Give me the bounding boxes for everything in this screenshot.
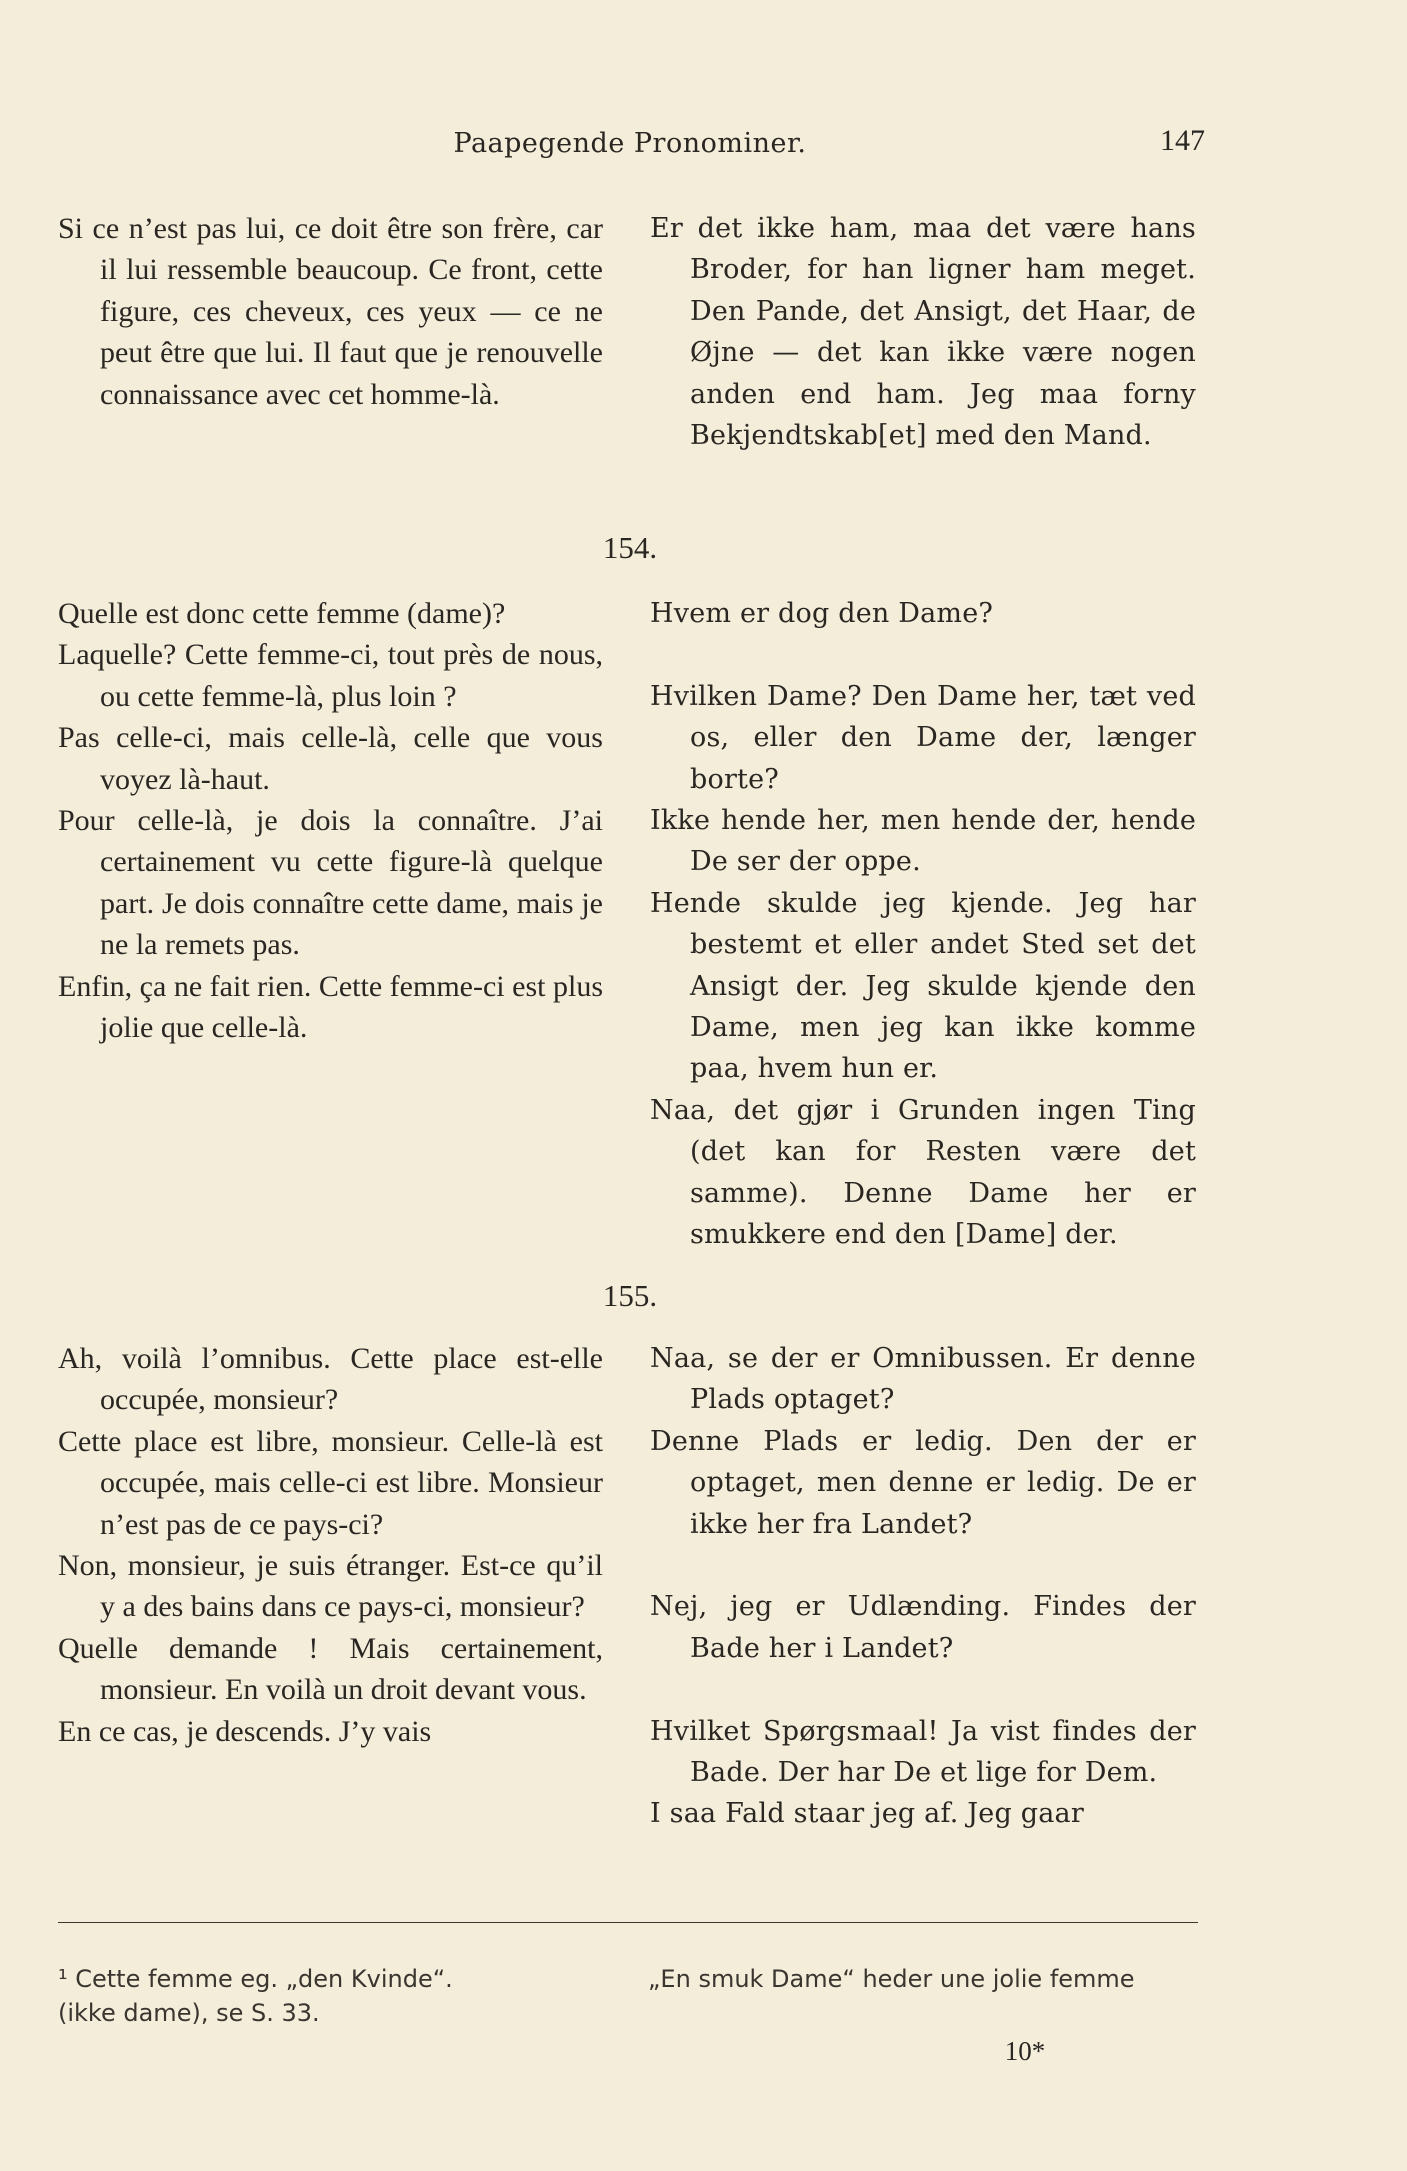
french-paragraph: Pour celle-là, je dois la connaître. J’ai certainement vu cette figure-là quelque part. Je dois connaître cette dame, mais je ne la remets pas. (58, 804, 603, 962)
footnote-right: „En smuk Dame“ heder une jolie femme (648, 1965, 1135, 1993)
french-paragraph: Si ce n’est pas lui, ce doit être son frère, car il lui ressemble beaucoup. Ce front, cette figure, ces cheveux, ces yeux — ce ne peut être que lui. Il faut que je renouvelle connaissance avec cet homme-là. (58, 212, 603, 411)
section-number-155: 155. (602, 1278, 658, 1313)
french-paragraph: Cette place est libre, monsieur. Celle-là est occupée, mais celle-ci est libre. Monsieur n’est pas de ce pays-ci? (58, 1424, 603, 1541)
section-number-154: 154. (602, 530, 658, 565)
danish-paragraph: I saa Fald staar jeg af. Jeg gaar (650, 1798, 1084, 1830)
danish-paragraph: Hvilken Dame? Den Dame her, tæt ved os, eller den Dame der, længer borte? (650, 680, 1196, 795)
danish-paragraph: Denne Plads er ledig. Den der er optaget, men denne er ledig. De er ikke her fra Landet? (650, 1425, 1196, 1540)
footnote-divider (58, 1922, 1198, 1923)
section-154-danish-column (650, 593, 1196, 1255)
danish-paragraph: Naa, det gjør i Grunden ingen Ting (det kan for Resten være det samme). Denne Dame her er smukkere end den [Dame] der. (650, 1094, 1196, 1251)
french-paragraph: Pas celle-ci, mais celle-là, celle que vous voyez là-haut. (58, 721, 603, 796)
danish-paragraph: Er det ikke ham, maa det være hans Broder, for han ligner ham meget. Den Pande, det Ansigt, det Haar, de Øjne — det kan ikke være nogen anden end ham. Jeg maa forny Bekjendtskab[et] med den Mand. (650, 213, 1196, 452)
french-paragraph: Enfin, ça ne fait rien. Cette femme-ci est plus jolie que celle-là. (58, 969, 603, 1045)
footnote-left: ¹ Cette femme eg. „den Kvinde“. (58, 1965, 453, 1993)
french-paragraph: Non, monsieur, je suis étranger. Est-ce qu’il y a des bains dans ce pays-ci, monsieur? (58, 1549, 603, 1624)
french-paragraph: Quelle est donc cette femme (dame)? (58, 597, 506, 630)
page-number: 147 (1160, 124, 1205, 157)
danish-paragraph: Hende skulde jeg kjende. Jeg har bestemt et eller andet Sted set det Ansigt der. Jeg skulde kjende den Dame, men jeg kan ikke komme paa, hvem hun er. (650, 887, 1196, 1085)
danish-paragraph: Naa, se der er Omnibussen. Er denne Plads optaget? (650, 1343, 1196, 1416)
section-154-french-column (58, 593, 603, 1048)
french-paragraph: Quelle demande ! Mais certainement, monsieur. En voilà un droit devant vous. (58, 1631, 603, 1707)
section-155-french-column (58, 1338, 603, 1752)
french-paragraph: Ah, voilà l’omnibus. Cette place est-elle occupée, monsieur? (58, 1342, 603, 1417)
section-155-danish-column (650, 1338, 1196, 1835)
danish-paragraph: Hvilket Spørgsmaal! Ja vist findes der Bade. Der har De et lige for Dem. (650, 1715, 1196, 1789)
danish-paragraph: Nej, jeg er Udlænding. Findes der Bade her i Landet? (650, 1591, 1196, 1664)
section-0-danish-column (650, 208, 1196, 456)
french-paragraph: Laquelle? Cette femme-ci, tout près de nous, ou cette femme-là, plus loin ? (58, 638, 603, 713)
printer-signature: 10* (1004, 2036, 1046, 2066)
danish-paragraph: Hvem er dog den Dame? (650, 598, 994, 629)
danish-paragraph: Ikke hende her, men hende der, hende De ser der oppe. (650, 805, 1196, 878)
running-header-title: Paapegende Pronominer. (453, 128, 807, 159)
section-0-french-column (58, 208, 603, 415)
footnote-continuation: (ikke dame), se S. 33. (58, 1999, 320, 2027)
french-paragraph: En ce cas, je descends. J’y vais (58, 1714, 432, 1748)
